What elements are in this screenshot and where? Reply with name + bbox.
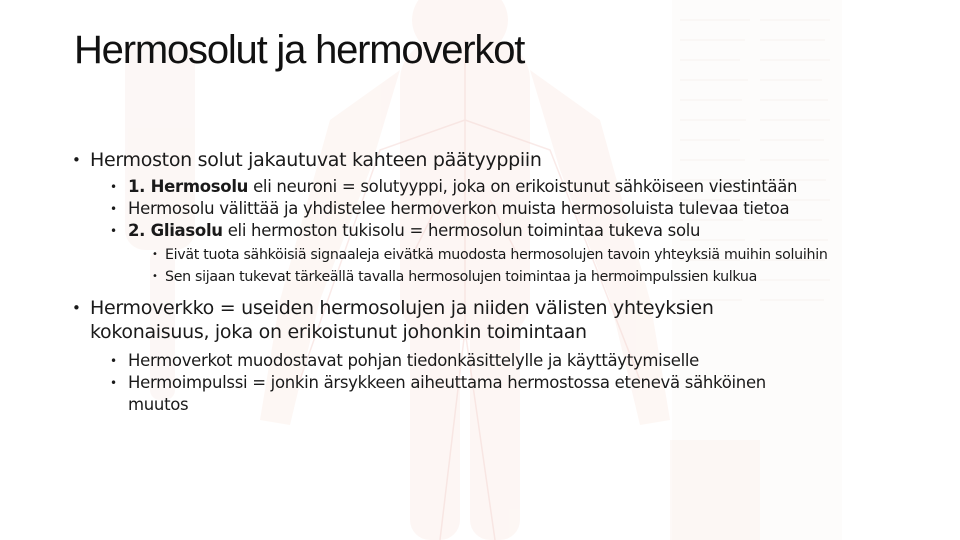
bullet-level3	[152, 268, 872, 286]
bullet-text: eli hermoston tukisolu = hermosolun toimintaa tukeva solu	[222, 221, 701, 240]
bullet-level1	[72, 148, 892, 172]
bullet-dot-icon: •	[152, 249, 158, 260]
bullet-level3	[152, 246, 852, 264]
bullet-dot-icon: •	[72, 299, 81, 317]
bullet-text: Hermoverkot muodostavat pohjan tiedonkäsittelylle ja käyttäytymiselle	[128, 351, 700, 370]
bullet-dot-icon: •	[110, 224, 117, 238]
bullet-text: Hermoverkko = useiden hermosolujen ja niiden välisten yhteyksien kokonaisuus, joka on erikoistunut johonkin toimintaan	[90, 297, 714, 343]
bullet-text: Hermosolu välittää ja yhdistelee hermoverkon muista hermosoluista tulevaa tietoa	[128, 199, 790, 218]
bullet-dot-icon: •	[110, 376, 117, 390]
bullet-bold: 1. Hermosolu	[128, 177, 249, 196]
bullet-dot-icon: •	[110, 180, 117, 194]
bullet-level1	[72, 296, 812, 344]
bullet-level2	[110, 220, 892, 242]
bullet-level2	[110, 350, 892, 372]
bullet-level2	[110, 176, 892, 198]
bullet-text: Eivät tuota sähköisiä signaaleja eivätkä muodosta hermosolujen tavoin yhteyksiä muihin soluihin	[165, 247, 828, 263]
bullet-dot-icon: •	[110, 354, 117, 368]
bullet-text: Hermoston solut jakautuvat kahteen päätyyppiin	[90, 149, 542, 171]
bullet-bold: 2. Gliasolu	[128, 221, 223, 240]
bullet-dot-icon: •	[110, 202, 117, 216]
bullet-level2	[110, 198, 892, 220]
bullet-dot-icon: •	[152, 271, 158, 282]
bullet-level2	[110, 372, 830, 416]
slide-title: Hermosolut ja hermoverkot	[74, 28, 525, 72]
bullet-text: Sen sijaan tukevat tärkeällä tavalla hermosolujen toimintaa ja hermoimpulssien kulkua	[165, 269, 757, 285]
bullet-text: Hermoimpulssi = jonkin ärsykkeen aiheuttama hermostossa etenevä sähköinen muutos	[128, 373, 766, 414]
slide-body	[72, 148, 892, 416]
bullet-dot-icon: •	[72, 151, 81, 169]
bullet-text: eli neuroni = solutyyppi, joka on erikoistunut sähköiseen viestintään	[248, 177, 798, 196]
